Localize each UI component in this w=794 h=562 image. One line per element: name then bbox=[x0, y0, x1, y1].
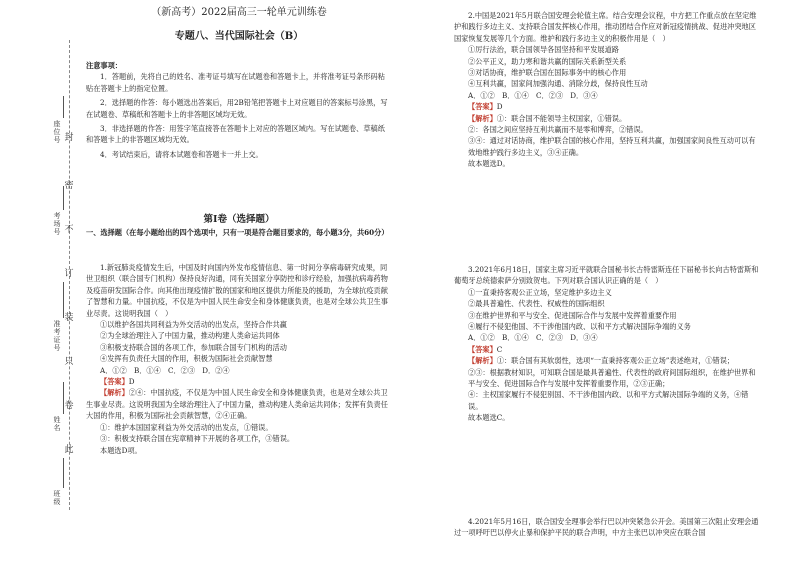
question-choices: A．①② B．①④ C．②③ D．③④ bbox=[468, 90, 598, 100]
question-choices: A．①② B．①④ C．②③ D．③④ bbox=[468, 333, 598, 343]
question-option: ④发挥有负责任大国的作用，积极为国际社会贡献智慧 bbox=[100, 354, 273, 364]
answer-tag: 【答案】 bbox=[100, 377, 129, 387]
analysis-text: ④：主权国家履行不侵犯别国、不干涉他国内政、以和平方式解决国际争端的义务，④错误。 bbox=[468, 390, 749, 411]
analysis-text: ①：维护本国国家利益为外交活动的出发点，①错误。 bbox=[100, 422, 273, 432]
seat-number-label: 座 位 号 bbox=[53, 120, 61, 144]
answer-tag: 【答案】 bbox=[468, 102, 497, 112]
question-option: ①一直秉持客观公正立场，坚定维护多边主义 bbox=[468, 287, 612, 297]
name-label: 姓 名 bbox=[53, 416, 61, 432]
note-item: 3．非选择题的作答：用签字笔直接答在答题卡上对应的答题区域内。写在试题卷、草稿纸和答题卡上的非答题区域均无效。 bbox=[86, 124, 385, 145]
note-item: 1．答题前，先将自己的姓名、准考证号填写在试题卷和答题卡上，并将准考证号条形码粘贴在答题卡上的指定位置。 bbox=[86, 72, 385, 93]
question-option: ②为全球治理注入了中国力量，推动构建人类命运共同体 bbox=[100, 331, 280, 341]
notes-block bbox=[86, 60, 392, 160]
question-option: ③对话协商，维护联合国在国际事务中的核心作用 bbox=[468, 68, 627, 78]
binding-char: 订 bbox=[64, 269, 74, 279]
question-option: ①以维护各国共同利益为外交活动的出发点，坚持合作共赢 bbox=[100, 320, 287, 330]
question-2 bbox=[454, 10, 760, 170]
question-3 bbox=[454, 264, 760, 424]
analysis-text: ②③：根据教材知识，可知联合国是最具普遍性、代表性的政府间国际组织，在维护世界和平与安全、促进国际合作与发展中发挥着重要作用，②③正确； bbox=[468, 367, 756, 389]
exam-subtitle: 专题八、当代国际社会（B） bbox=[174, 31, 304, 42]
name-line bbox=[63, 382, 64, 414]
binding-char: 卷 bbox=[64, 401, 74, 411]
analysis-text: ①：联合国不能领导主权国家，①错误。 bbox=[496, 113, 627, 123]
question-option: ②公平正义，助力寒和谐共赢的国际关系新型关系 bbox=[468, 56, 627, 66]
question-option: ①厉行法治，联合国领导各国坚持和平发展道路 bbox=[468, 45, 619, 55]
question-stem: 4.2021年5月16日，联合国安全理事会举行巴以冲突紧急公开会。美国第三次阻止安理会通过一项呼吁巴以停火止暴和保护平民的联合声明，中方主张巴以冲突应在联合国 bbox=[454, 517, 759, 538]
question-stem: 2.中国是2021年5月联合国安理会轮值主席。结合安理会议程，中方把工作重点放在坚定维护和践行多边主义、支持联合国发挥核心作用，推动团结合作应对新冠疫情挑战、促进冲突地区国家恢复发展等几个方面。维护和践行多边主义的积极作用是（ ） bbox=[454, 11, 757, 43]
exam-id-line bbox=[63, 282, 64, 318]
analysis-tag: 【解析】 bbox=[100, 388, 129, 398]
analysis-tag: 【解析】 bbox=[468, 356, 497, 366]
question-4 bbox=[454, 516, 760, 539]
analysis-text: 故本题选C。 bbox=[468, 413, 510, 423]
note-item: 2．选择题的作答：每小题选出答案后，用2B铅笔把答题卡上对应题目的答案标号涂黑，写在试题卷、草稿纸和答题卡上的非答题区域均无效。 bbox=[86, 98, 388, 119]
analysis-tag: 【解析】 bbox=[468, 113, 497, 123]
binding-char: 只 bbox=[64, 357, 74, 367]
analysis-text: ③④：通过对话协商，维护联合国的核心作用，坚持互利共赢，加强国家间良性互动可以有效地维护践行多边主义，③④正确。 bbox=[468, 136, 756, 157]
question-option: ③在维护世界和平与安全、促进国际合作与发展中发挥着重要作用 bbox=[468, 310, 677, 320]
exam-room-label: 考 场 号 bbox=[53, 212, 61, 236]
class-line bbox=[63, 458, 64, 488]
notes-heading: 注意事项： bbox=[86, 61, 122, 70]
exam-title: （新高考）2022届高三一轮单元训练卷 bbox=[151, 7, 327, 18]
binding-char: 密 bbox=[64, 181, 74, 191]
question-option: ③积极支持联合国的各项工作，参加联合国专门机构的活动 bbox=[100, 342, 287, 352]
question-stem: 1.新冠肺炎疫情发生后，中国及时向国内外发布疫情信息、第一时间分享病毒研究成果，同世卫组织（联合国专门机构）保持良好沟通，同有关国家分享防控和诊疗经验，加强抗病毒药物及疫苗研发国际合作。向其他出现疫情扩散的国家和地区提供力所能及的援助，为全球抗疫贡献了智慧和力量。中国抗疫，不仅是为中国人民生命安全和身体健康负责，也是对全球公共卫生事业尽责。这说明我国（ ） bbox=[86, 263, 388, 318]
binding-char: 不 bbox=[64, 225, 74, 235]
class-label: 班 级 bbox=[53, 490, 61, 506]
analysis-text: 故本题选D。 bbox=[468, 159, 510, 169]
section-title: 第Ⅰ卷（选择题） bbox=[203, 214, 275, 225]
binding-char: 封 bbox=[64, 133, 74, 143]
binding-char: 此 bbox=[64, 445, 74, 455]
question-stem: 3.2021年6月18日，国家主席习近平就联合国秘书长古特雷斯连任下届秘书长向古特雷斯和葡萄牙总统德索萨分别致贺电。下列对联合国认识正确的是（ ） bbox=[454, 265, 759, 286]
question-choices: A．①② B．①④ C．②③ D．②④ bbox=[100, 365, 230, 375]
analysis-text: ②：各国之间应坚持互利共赢而不是零和博弈，②错误。 bbox=[468, 125, 648, 135]
section-block bbox=[86, 214, 392, 239]
exam-id-label: 准 考 证 号 bbox=[53, 320, 61, 352]
answer-tag: 【答案】 bbox=[468, 344, 497, 354]
answer-value: D bbox=[128, 377, 135, 387]
analysis-text: ②④：中国抗疫，不仅是为中国人民生命安全和身体健康负责，也是对全球公共卫生事业尽责。这说明我国为全球治理注入了中国力量，推动构建人类命运共同体；发挥有负责任大国的作用，积极为国际社会贡献智慧，②④正确。 bbox=[86, 388, 388, 421]
analysis-text: ①：联合国有其软弱性，选项“一直秉持客观公正立场”表述绝对，①错误； bbox=[496, 356, 735, 366]
question-option: ④履行不侵犯他国、不干涉他国内政、以和平方式解决国际争端的义务 bbox=[468, 322, 691, 332]
exam-room-line bbox=[63, 186, 64, 210]
analysis-text: ③：积极支持联合国在宪章精神下开展的各项工作，③错误。 bbox=[100, 434, 295, 444]
seat-number-line bbox=[63, 96, 64, 118]
answer-value: D bbox=[496, 102, 503, 112]
binding-char: 装 bbox=[64, 313, 74, 323]
question-option: ②最具普遍性、代表性、权威性的国际组织 bbox=[468, 299, 605, 309]
question-1 bbox=[86, 262, 392, 456]
answer-value: C bbox=[496, 344, 503, 354]
section-instruction: 一、选择题（在每小题给出的四个选项中，只有一项是符合题目要求的，每小题3分，共60分） bbox=[86, 228, 389, 238]
analysis-text: 本题选D项。 bbox=[100, 445, 142, 455]
note-item: 4．考试结束后，请将本试题卷和答题卡一并上交。 bbox=[100, 149, 263, 159]
question-option: ④互利共赢，国家间加强沟通、消除分歧，保持良性互动 bbox=[468, 79, 648, 89]
